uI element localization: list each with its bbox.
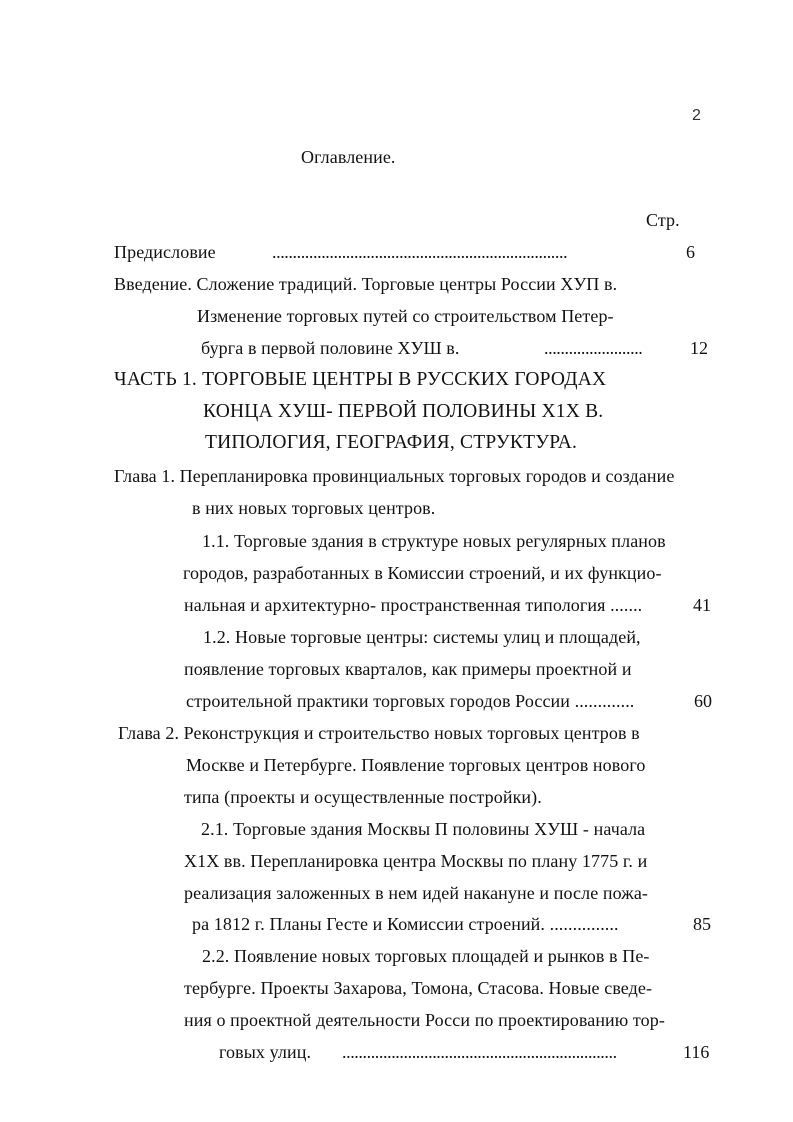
toc-line: КОНЦА ХУШ- ПЕРВОЙ ПОЛОВИНЫ Х1Х В. [203, 401, 604, 422]
toc-line: Москве и Петербурге. Появление торговых центров нового [186, 755, 646, 775]
toc-line: ния о проектной деятельности Росси по проектированию тор- [184, 1010, 665, 1030]
toc-page: 60 [694, 691, 712, 711]
toc-label: Предисловие [114, 242, 216, 262]
toc-line: ЧАСТЬ 1. ТОРГОВЫЕ ЦЕНТРЫ В РУССКИХ ГОРОДАХ [114, 369, 607, 390]
page-title: Оглавление. [301, 147, 396, 167]
toc-line: 1.2. Новые торговые центры: системы улиц и площадей, [203, 627, 641, 647]
toc-line: 2.1. Торговые здания Москвы П половины ХУШ - начала [201, 819, 646, 839]
toc-line: городов, разработанных в Комиссии строений, и их функцио- [183, 563, 662, 583]
toc-line: 1.1. Торговые здания в структуре новых регулярных планов [202, 531, 666, 551]
toc-line: строительной практики торговых городов России ............. [186, 691, 635, 711]
toc-page: 41 [693, 595, 711, 615]
toc-leader-dots: ........................ [544, 338, 643, 358]
toc-line: бурга в первой половине ХУШ в. [201, 338, 460, 358]
toc-line: Введение. Сложение традиций. Торговые центры России ХУП в. [114, 274, 618, 294]
toc-line: ТИПОЛОГИЯ, ГЕОГРАФИЯ, СТРУКТУРА. [205, 432, 578, 453]
toc-line: в них новых торговых центров. [192, 498, 436, 518]
toc-line: Глава 1. Перепланировка провинциальных торговых городов и создание [114, 466, 675, 486]
page-column-label: Стр. [646, 210, 680, 230]
toc-page: 85 [693, 914, 711, 934]
toc-line: 2.2. Появление новых торговых площадей и рынков в Пе- [202, 946, 650, 966]
page-number: 2 [692, 107, 701, 124]
toc-line: Изменение торговых путей со строительством Петер- [197, 306, 614, 326]
toc-leader-dots: ........................................................................ [272, 242, 568, 262]
toc-line: ра 1812 г. Планы Гесте и Комиссии строений. ............... [192, 914, 619, 934]
toc-line: появление торговых кварталов, как примеры проектной и [184, 659, 632, 679]
toc-line: нальная и архитектурно- пространственная типология ....... [184, 595, 643, 615]
toc-line: реализация заложенных в нем идей накануне и после пожа- [184, 883, 648, 903]
toc-page: 6 [686, 242, 695, 262]
toc-line: говых улиц. [219, 1042, 312, 1062]
toc-line: типа (проекты и осуществленные постройки). [184, 787, 542, 807]
toc-leader-dots: ................................................................... [342, 1042, 617, 1062]
toc-page: 116 [683, 1042, 710, 1062]
toc-line: Глава 2. Реконструкция и строительство новых торговых центров в [118, 723, 640, 743]
toc-page: 12 [690, 338, 708, 358]
toc-line: тербурге. Проекты Захарова, Томона, Стасова. Новые сведе- [184, 978, 653, 998]
toc-line: Х1Х вв. Перепланировка центра Москвы по плану 1775 г. и [184, 851, 648, 871]
